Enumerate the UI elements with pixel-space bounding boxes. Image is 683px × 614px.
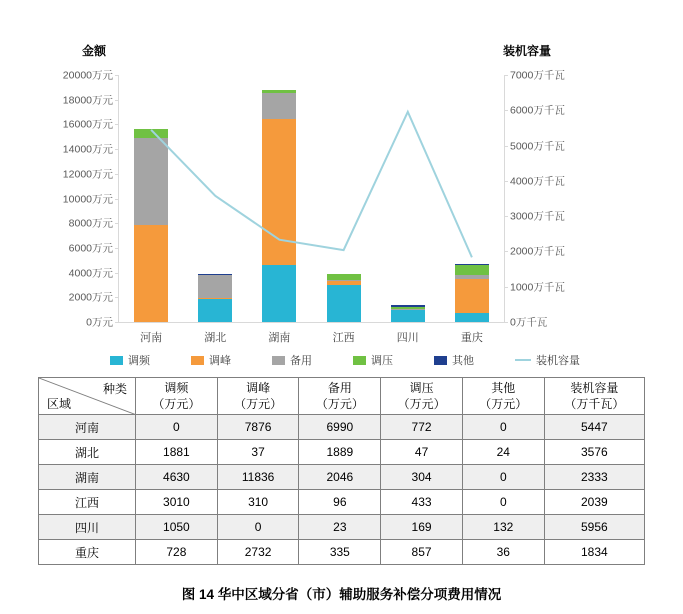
- corner-kind-label: 种类: [102, 382, 127, 396]
- table-column-header: [299, 378, 381, 415]
- x-tick-label: 湖北: [204, 332, 227, 344]
- table-cell: 23: [299, 515, 381, 540]
- x-tick-label: 河南: [140, 332, 163, 344]
- column-unit: （万元）: [234, 397, 283, 412]
- table-head: [39, 378, 645, 415]
- table-cell: 2732: [217, 540, 299, 565]
- y-tick-label: 20000万元: [62, 69, 113, 82]
- y-tick-label: 14000万元: [62, 143, 113, 156]
- column-unit: （万元）: [152, 397, 201, 412]
- table-cell: 857: [381, 540, 463, 565]
- column-name: 备用: [327, 381, 352, 395]
- y2-tick-label: 4000万千瓦: [510, 175, 565, 188]
- table-cell: 5956: [544, 515, 644, 540]
- column-name: 调频: [164, 381, 189, 395]
- table-cell: 5447: [544, 415, 644, 440]
- y2-tick-label: 0万千瓦: [510, 316, 548, 329]
- y2-tick-label: 7000万千瓦: [510, 69, 565, 82]
- legend-swatch-icon: [272, 356, 285, 365]
- legend-item[interactable]: [353, 352, 393, 368]
- legend-line-icon: [515, 359, 531, 361]
- table-cell: 1881: [136, 440, 218, 465]
- left-axis-title: 金额: [82, 44, 107, 58]
- table-cell: 433: [381, 490, 463, 515]
- table-cell: 0: [462, 490, 544, 515]
- right-axis-title: 装机容量: [503, 44, 552, 58]
- legend-item[interactable]: [272, 352, 312, 368]
- table-cell: 335: [299, 540, 381, 565]
- y2-tick-mark: [504, 110, 508, 111]
- x-tick-label: 四川: [396, 332, 419, 344]
- table-corner-cell: [39, 378, 136, 415]
- y-tick-label: 6000万元: [68, 242, 113, 255]
- y-tick-mark: [115, 322, 119, 323]
- column-name: 调压: [409, 381, 434, 395]
- data-table-wrap: [38, 377, 645, 565]
- row-header-region: 江西: [39, 490, 136, 515]
- legend-label: 装机容量: [536, 355, 580, 367]
- line-path: [151, 112, 472, 257]
- y2-tick-mark: [504, 181, 508, 182]
- column-name: 其他: [491, 381, 516, 395]
- y-tick-label: 0万元: [86, 316, 113, 329]
- right-axis-line: [504, 75, 505, 322]
- table-cell: 47: [381, 440, 463, 465]
- legend-item[interactable]: [110, 352, 150, 368]
- table-cell: 0: [462, 415, 544, 440]
- row-header-region: 河南: [39, 415, 136, 440]
- legend-item[interactable]: [434, 352, 474, 368]
- table-cell: 96: [299, 490, 381, 515]
- legend-item[interactable]: [515, 352, 580, 368]
- y-tick-label: 10000万元: [62, 193, 113, 205]
- column-unit: （万千瓦）: [564, 397, 625, 412]
- row-header-region: 湖南: [39, 465, 136, 490]
- legend-label: 调频: [128, 355, 150, 367]
- column-unit: （万元）: [315, 397, 364, 412]
- legend-swatch-icon: [353, 356, 366, 365]
- row-header-region: 四川: [39, 515, 136, 540]
- table-row: [39, 490, 645, 515]
- y2-tick-mark: [504, 146, 508, 147]
- y2-tick-mark: [504, 287, 508, 288]
- table-column-header: [462, 378, 544, 415]
- table-cell: 0: [217, 515, 299, 540]
- table-header-row: [39, 378, 645, 415]
- table-cell: 2333: [544, 465, 644, 490]
- legend-swatch-icon: [191, 356, 204, 365]
- row-header-region: 重庆: [39, 540, 136, 565]
- table-body: [39, 415, 645, 565]
- table-cell: 37: [217, 440, 299, 465]
- y2-tick-mark: [504, 75, 508, 76]
- installed-capacity-line: [119, 75, 504, 322]
- table-column-header: [381, 378, 463, 415]
- legend-label: 备用: [290, 355, 312, 367]
- table-cell: 2046: [299, 465, 381, 490]
- table-cell: 0: [136, 415, 218, 440]
- table-cell: 772: [381, 415, 463, 440]
- legend-label: 调峰: [209, 355, 231, 367]
- chart-legend: [110, 352, 580, 368]
- row-header-region: 湖北: [39, 440, 136, 465]
- legend-item[interactable]: [191, 352, 231, 368]
- table-row: [39, 540, 645, 565]
- table-cell: 1834: [544, 540, 644, 565]
- table-cell: 7876: [217, 415, 299, 440]
- table-column-header: [544, 378, 644, 415]
- table-cell: 0: [462, 465, 544, 490]
- table-cell: 3576: [544, 440, 644, 465]
- table-cell: 728: [136, 540, 218, 565]
- y-tick-label: 2000万元: [68, 291, 113, 304]
- column-unit: （万元）: [397, 397, 446, 412]
- figure-caption: 图 14 华中区域分省（市）辅助服务补偿分项费用情况: [181, 587, 502, 602]
- x-tick-label: 江西: [332, 332, 355, 344]
- corner-region-label: 区域: [47, 397, 72, 412]
- x-tick-label: 重庆: [460, 332, 483, 344]
- table-column-header: [217, 378, 299, 415]
- table-cell: 36: [462, 540, 544, 565]
- table-cell: 1050: [136, 515, 218, 540]
- y-tick-label: 16000万元: [62, 118, 113, 131]
- y2-tick-label: 2000万千瓦: [510, 245, 565, 258]
- column-name: 调峰: [246, 381, 271, 395]
- y-tick-label: 12000万元: [62, 168, 113, 181]
- x-tick-label: 湖南: [268, 332, 291, 344]
- y-tick-label: 18000万元: [62, 94, 113, 107]
- table-row: [39, 440, 645, 465]
- plot-area: [62, 69, 565, 344]
- table-cell: 169: [381, 515, 463, 540]
- table-cell: 11836: [217, 465, 299, 490]
- y2-tick-mark: [504, 251, 508, 252]
- y2-tick-label: 5000万千瓦: [510, 140, 565, 153]
- y2-tick-label: 3000万千瓦: [510, 210, 565, 223]
- column-unit: （万元）: [479, 397, 528, 412]
- table-row: [39, 515, 645, 540]
- table-cell: 24: [462, 440, 544, 465]
- y-tick-label: 8000万元: [68, 217, 113, 230]
- table-column-header: [136, 378, 218, 415]
- y2-tick-mark: [504, 322, 508, 323]
- table-row: [39, 465, 645, 490]
- legend-swatch-icon: [434, 356, 447, 365]
- y-tick-label: 4000万元: [68, 267, 113, 280]
- table-cell: 304: [381, 465, 463, 490]
- table-row: [39, 415, 645, 440]
- table-cell: 6990: [299, 415, 381, 440]
- legend-label: 其他: [452, 355, 474, 367]
- y2-tick-mark: [504, 216, 508, 217]
- table-cell: 2039: [544, 490, 644, 515]
- y2-tick-label: 6000万千瓦: [510, 104, 565, 117]
- table-cell: 3010: [136, 490, 218, 515]
- table-cell: 310: [217, 490, 299, 515]
- column-name: 装机容量: [570, 381, 619, 395]
- legend-label: 调压: [371, 355, 393, 367]
- table-cell: 4630: [136, 465, 218, 490]
- legend-swatch-icon: [110, 356, 123, 365]
- data-table: [38, 377, 645, 565]
- y2-tick-label: 1000万千瓦: [510, 281, 565, 294]
- table-cell: 132: [462, 515, 544, 540]
- table-cell: 1889: [299, 440, 381, 465]
